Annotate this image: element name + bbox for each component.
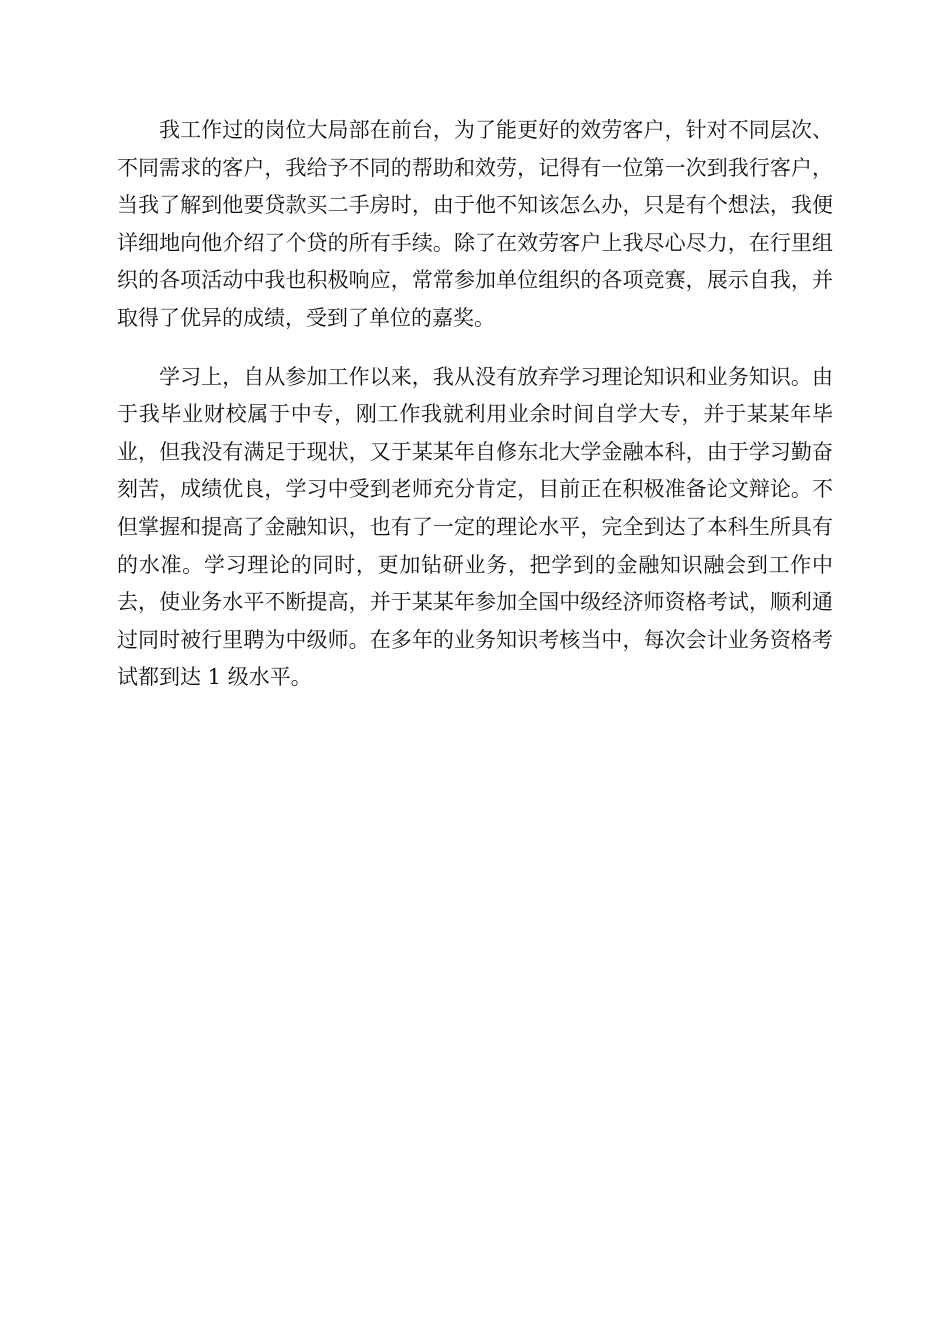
document-body bbox=[117, 112, 833, 718]
paragraph-work-experience: 我工作过的岗位大局部在前台，为了能更好的效劳客户，针对不同层次、不同需求的客户，我给予不同的帮助和效劳，记得有一位第一次到我行客户，当我了解到他要贷款买二手房时，由于他不知该怎么办，只是有个想法，我便详细地向他介绍了个贷的所有手续。除了在效劳客户上我尽心尽力，在行里组织的各项活动中我也积极响应，常常参加单位组织的各项竞赛，展示自我，并取得了优异的成绩，受到了单位的嘉奖。 bbox=[117, 118, 833, 330]
paragraph-study: 学习上，自从参加工作以来，我从没有放弃学习理论知识和业务知识。由于我毕业财校属于中专，刚工作我就利用业余时间自学大专，并于某某年毕业，但我没有满足于现状，又于某某年自修东北大学金融本科，由于学习勤奋刻苦，成绩优良，学习中受到老师充分肯定，目前正在积极准备论文辩论。不但掌握和提高了金融知识，也有了一定的理论水平，完全到达了本科生所具有的水准。学习理论的同时，更加钻研业务，把学到的金融知识融会到工作中去，使业务水平不断提高，并于某某年参加全国中级经济师资格考试，顺利通过同时被行里聘为中级师。在多年的业务知识考核当中，每次会计业务资格考试都到达 1 级水平。 bbox=[117, 364, 833, 690]
